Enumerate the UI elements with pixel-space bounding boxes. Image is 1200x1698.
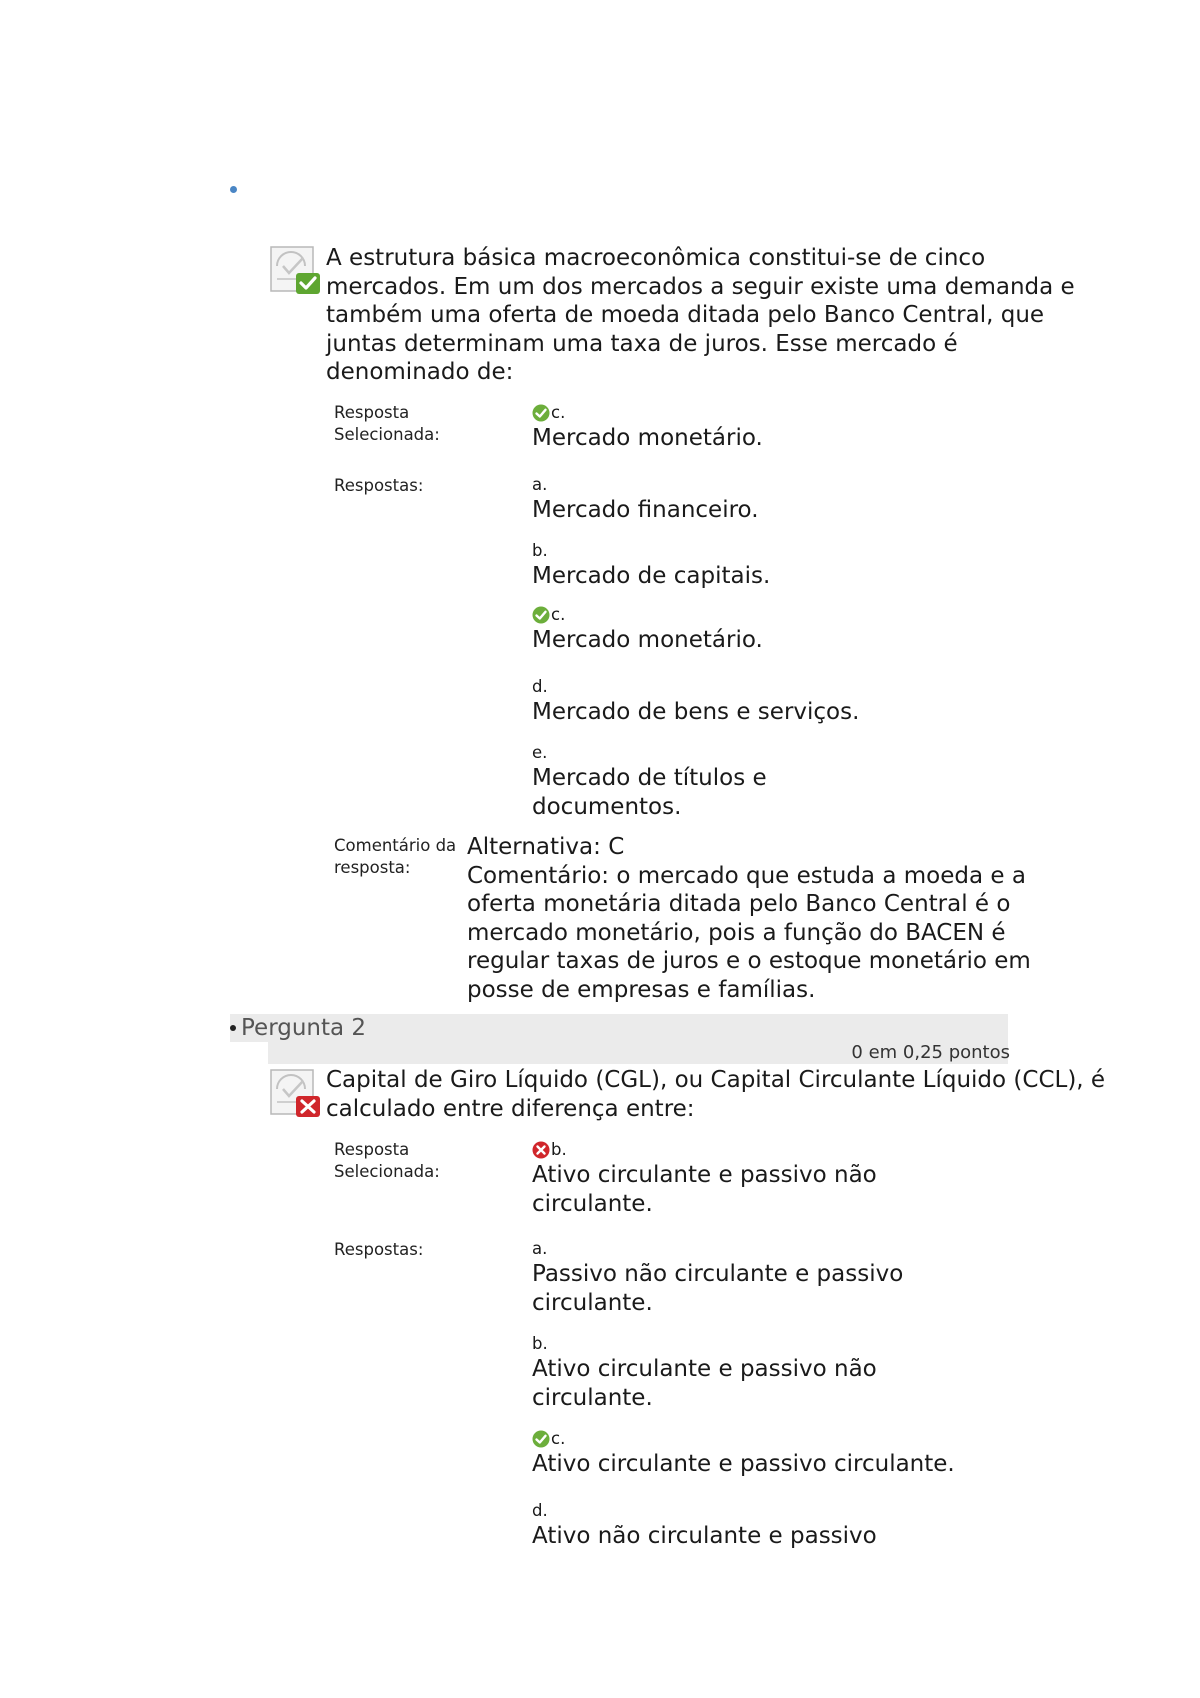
answers-label: Respostas: [334, 476, 424, 495]
option-text: Mercado financeiro. [532, 497, 759, 523]
question-title-text: Pergunta 2 [241, 1015, 367, 1041]
selected-text: Mercado monetário. [532, 425, 763, 451]
option-text: Mercado de títulos e documentos. [532, 765, 767, 820]
selected-letter: c. [551, 403, 566, 422]
option-letter: c. [551, 1429, 566, 1448]
comment-text: Comentário: o mercado que estuda a moeda e a oferta monetária ditada pelo Banco Central é o mercado monetário, pois a função do BACEN é regular taxas de juros e o estoque monetário em posse de empresas e famílias. [467, 862, 1031, 1003]
question-2-title [230, 1014, 366, 1042]
comment-alternative: Alternativa: C [467, 834, 625, 860]
question-2-text: Capital de Giro Líquido (CGL), ou Capital Circulante Líquido (CCL), é calculado entre diferença entre: [326, 1067, 1106, 1122]
option-letter: a. [532, 475, 548, 494]
answer-comment [467, 833, 1087, 1004]
answers-label: Respostas: [334, 1240, 424, 1259]
answer-option [532, 474, 1092, 525]
option-letter: d. [532, 1501, 548, 1520]
option-letter: b. [532, 1334, 548, 1353]
comment-label: Comentário da resposta: [334, 836, 457, 877]
selected-answer-label: Resposta Selecionada: [334, 403, 440, 444]
option-letter: c. [551, 605, 566, 624]
selected-answer [532, 402, 1092, 453]
option-text: Mercado monetário. [532, 627, 763, 653]
answer-option [532, 676, 1092, 727]
answer-option [532, 742, 822, 821]
option-text: Ativo circulante e passivo circulante. [532, 1451, 955, 1477]
incorrect-x-icon [532, 1141, 550, 1159]
correct-check-icon [532, 1430, 550, 1448]
option-text: Mercado de bens e serviços. [532, 699, 860, 725]
selected-letter: b. [551, 1140, 567, 1159]
answer-option [532, 1500, 1092, 1551]
answer-option-correct [532, 1428, 1092, 1479]
correct-check-icon [532, 404, 550, 422]
option-text: Passivo não circulante e passivo circulante. [532, 1261, 904, 1316]
option-letter: a. [532, 1239, 548, 1258]
header-notch [230, 1042, 268, 1064]
selected-answer-label: Resposta Selecionada: [334, 1140, 440, 1181]
option-letter: e. [532, 743, 548, 762]
list-bullet [230, 1025, 236, 1031]
option-letter: d. [532, 677, 548, 696]
correct-status-icon [270, 246, 322, 296]
option-letter: b. [532, 541, 548, 560]
question-1-text: A estrutura básica macroeconômica constitui-se de cinco mercados. Em um dos mercados a seguir existe uma demanda e também uma oferta de moeda ditada pelo Banco Central, que juntas determinam uma taxa de juros. Esse mercado é denominado de: [326, 245, 1075, 385]
option-text: Ativo não circulante e passivo [532, 1523, 877, 1549]
option-text: Ativo circulante e passivo não circulante. [532, 1356, 877, 1411]
answer-option [532, 1333, 922, 1412]
answer-option-correct [532, 604, 1092, 655]
option-text: Mercado de capitais. [532, 563, 771, 589]
incorrect-status-icon [270, 1069, 322, 1119]
answer-option [532, 540, 1092, 591]
points-score: 0 em 0,25 pontos [851, 1042, 1010, 1063]
list-bullet [230, 186, 237, 193]
answer-option [532, 1238, 952, 1317]
selected-answer [532, 1139, 922, 1218]
selected-text: Ativo circulante e passivo não circulante. [532, 1162, 877, 1217]
correct-check-icon [532, 606, 550, 624]
